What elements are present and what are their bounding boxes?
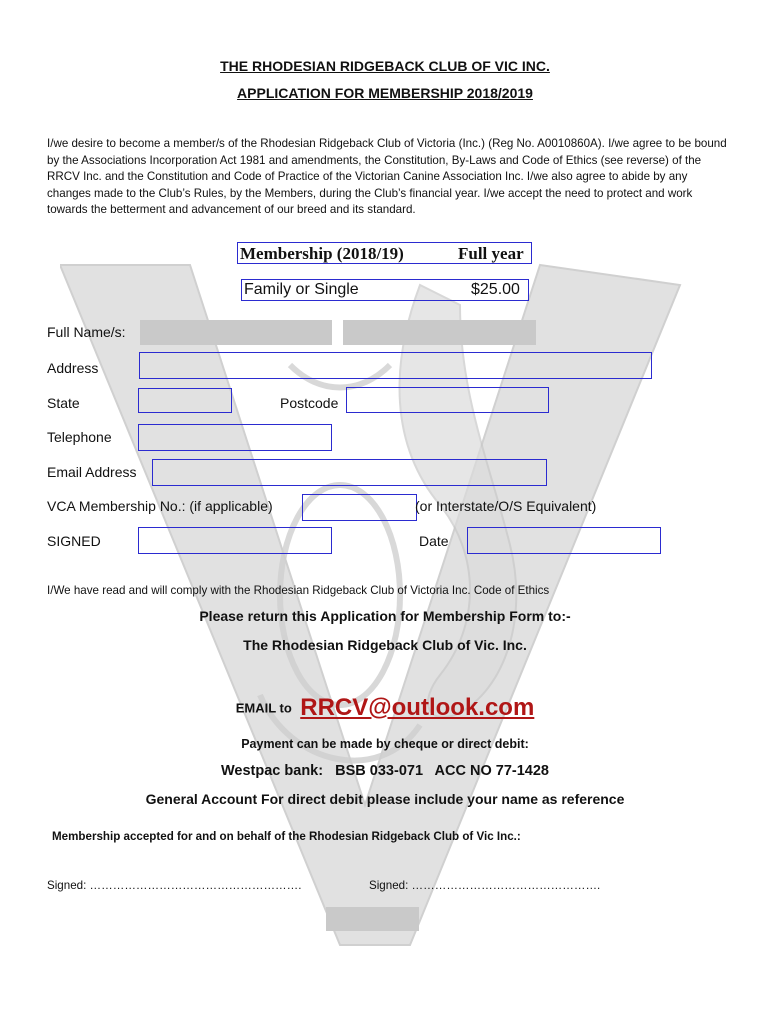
email-link[interactable]: RRCV@outlook.com (300, 694, 535, 721)
email-field[interactable] (152, 459, 547, 486)
telephone-field[interactable] (138, 424, 332, 451)
signed-line-right: Signed: …………………………………………. (369, 879, 601, 892)
membership-period: Full year (458, 244, 524, 263)
vca-field[interactable] (302, 494, 417, 521)
email-to-line (0, 694, 770, 722)
full-name-field-2[interactable] (343, 320, 536, 345)
office-use-field[interactable] (326, 907, 419, 931)
intro-paragraph: I/we desire to become a member/s of the Rhodesian Ridgeback Club of Victoria (Inc.) (Reg No. A0010860A). I/we agree to be bound by the Associations Incorporation Act 1981 and amendments, the Constitution, By-Laws and Code of Ethics (see reverse) of the RRCV Inc. and the Constitution and Code of Practice of the Victorian Canine Association Inc. I/we also agree to abide by any changes made to the Club’s Rules, by the Members, during the Club’s financial year. I/we accept the need to protect and work towards the betterment and advancement of our breed and its standard. (47, 137, 727, 217)
return-club-name: The Rhodesian Ridgeback Club of Vic. Inc. (243, 637, 527, 653)
full-name-field-1[interactable] (140, 320, 332, 345)
email-to-label: EMAIL to (235, 700, 292, 716)
membership-heading: Membership (2018/19) (240, 244, 404, 263)
bank-details: Westpac bank: BSB 033-071 ACC NO 77-1428 (221, 763, 549, 779)
acceptance-statement: Membership accepted for and on behalf of the Rhodesian Ridgeback Club of Vic Inc.: (52, 830, 521, 843)
state-field[interactable] (138, 388, 232, 413)
membership-type: Family or Single (244, 281, 359, 298)
signed-label: SIGNED (47, 533, 101, 549)
postcode-label: Postcode (280, 395, 339, 411)
email-label: Email Address (47, 464, 137, 480)
code-of-ethics-declaration: I/We have read and will comply with the Rhodesian Ridgeback Club of Victoria Inc. Code of Ethics (47, 584, 550, 597)
vca-label: VCA Membership No.: (if applicable) (47, 498, 273, 514)
vca-note: (or Interstate/O/S Equivalent) (415, 498, 597, 514)
state-label: State (47, 395, 80, 411)
return-instruction: Please return this Application for Membership Form to:- (199, 608, 571, 624)
membership-option-checkbox[interactable] (241, 279, 529, 301)
address-field[interactable] (139, 352, 652, 379)
telephone-label: Telephone (47, 429, 112, 445)
signed-line-left: Signed: ………………………………………………. (47, 879, 302, 892)
membership-heading-box (237, 242, 532, 264)
signature-field[interactable] (138, 527, 332, 554)
full-name-label: Full Name/s: (47, 324, 126, 340)
address-label: Address (47, 360, 99, 376)
payment-reference-note: General Account For direct debit please include your name as reference (145, 791, 625, 807)
postcode-field[interactable] (346, 387, 549, 413)
date-label: Date (419, 533, 449, 549)
form-title: APPLICATION FOR MEMBERSHIP 2018/2019 (237, 85, 533, 101)
membership-price: $25.00 (471, 281, 520, 298)
payment-intro: Payment can be made by cheque or direct debit: (241, 737, 529, 751)
club-title: THE RHODESIAN RIDGEBACK CLUB OF VIC INC. (220, 58, 550, 74)
date-field[interactable] (467, 527, 661, 554)
